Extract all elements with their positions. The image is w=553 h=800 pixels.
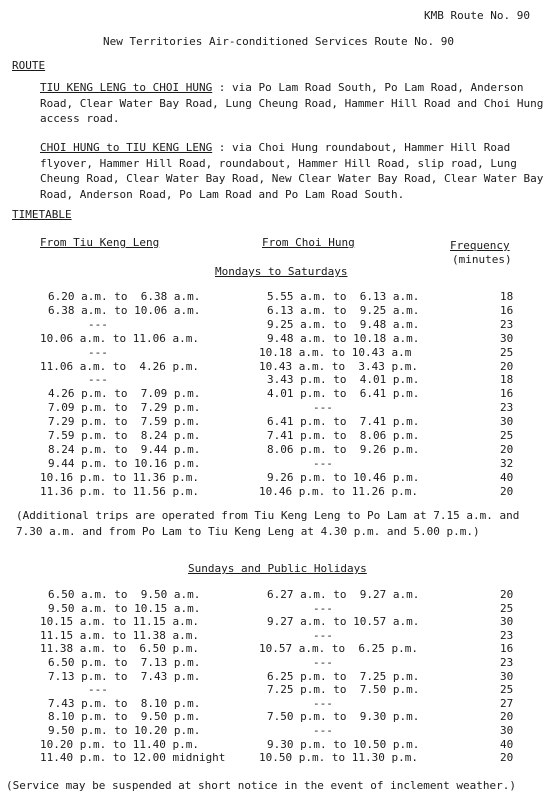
timetable-row [0, 751, 553, 764]
timetable-row [0, 290, 553, 303]
from-tiu-keng-leng-cell: --- [88, 683, 108, 697]
timetable-row [0, 670, 553, 683]
from-tiu-keng-leng-cell: 6.38 a.m. to 10.06 a.m. [48, 303, 201, 317]
from-choi-hung-cell: 7.41 p.m. to 8.06 p.m. [267, 429, 420, 442]
frequency-cell: 20 [500, 710, 514, 724]
frequency-cell: 30 [500, 669, 514, 683]
timetable-row [0, 615, 553, 628]
frequency-cell: 16 [500, 642, 514, 656]
from-tiu-keng-leng-cell: 7.09 p.m. to 7.29 p.m. [48, 401, 201, 415]
column-header-from-choi-hung: From Choi Hung [262, 236, 355, 249]
timetable-row [0, 683, 553, 696]
from-choi-hung-cell: 6.25 p.m. to 7.25 p.m. [267, 669, 420, 683]
frequency-cell: 25 [500, 683, 514, 697]
timetable-row [0, 401, 553, 414]
from-choi-hung-cell: 7.50 p.m. to 9.30 p.m. [267, 710, 420, 724]
route-reference: KMB Route No. 90 [424, 9, 530, 22]
frequency-cell: 32 [500, 456, 514, 470]
from-choi-hung-cell: 9.30 p.m. to 10.50 p.m. [267, 737, 420, 751]
timetable-row [0, 373, 553, 386]
from-tiu-keng-leng-cell: 7.43 p.m. to 8.10 p.m. [48, 696, 201, 710]
frequency-cell: 18 [500, 290, 514, 303]
frequency-cell: 40 [500, 470, 514, 484]
frequency-cell: 40 [500, 737, 514, 751]
frequency-cell: 23 [500, 401, 514, 415]
from-tiu-keng-leng-cell: 11.40 p.m. to 12.00 midnight [40, 751, 226, 765]
timetable-row [0, 304, 553, 317]
from-tiu-keng-leng-cell: 10.15 a.m. to 11.15 a.m. [40, 615, 199, 629]
from-tiu-keng-leng-cell: 11.36 p.m. to 11.56 p.m. [40, 484, 199, 498]
frequency-cell: 30 [500, 415, 514, 429]
frequency-cell: 20 [500, 484, 514, 498]
frequency-cell: 23 [500, 628, 514, 642]
from-tiu-keng-leng-cell: 9.50 p.m. to 10.20 p.m. [48, 724, 201, 737]
from-tiu-keng-leng-cell: --- [88, 317, 108, 331]
from-tiu-keng-leng-cell: --- [88, 373, 108, 387]
direction-2-text: : via Choi Hung roundabout, Hammer Hill Road flyover, Hammer Hill Road, roundabout, Hammer Hill Road, slip road, Lung Cheung Road, Clear Water Bay Road, New Clear Water Bay Road, Clear Water Bay Road, Anderson Road, Po Lam Road and Po Lam Road South. [40, 141, 544, 201]
timetable-row [0, 318, 553, 331]
from-choi-hung-cell: 9.25 a.m. to 9.48 a.m. [267, 317, 420, 331]
direction-1-name: TIU KENG LENG to CHOI HUNG [40, 81, 213, 94]
frequency-cell: 25 [500, 601, 514, 615]
direction-1-text: : via Po Lam Road South, Po Lam Road, Anderson Road, Clear Water Bay Road, Lung Cheung Road, Hammer Hill Road and Choi Hung access road. [40, 81, 544, 125]
column-header-from-tiu-keng-leng: From Tiu Keng Leng [40, 236, 160, 249]
timetable-row [0, 602, 553, 615]
timetable-row [0, 415, 553, 428]
frequency-cell: 16 [500, 387, 514, 401]
from-choi-hung-cell: --- [313, 656, 333, 669]
from-choi-hung-cell: --- [313, 696, 333, 710]
from-tiu-keng-leng-cell: 8.24 p.m. to 9.44 p.m. [48, 442, 201, 456]
frequency-cell: 30 [500, 724, 514, 737]
from-choi-hung-cell: 9.48 a.m. to 10.18 a.m. [267, 331, 420, 345]
timetable-row [0, 642, 553, 655]
timetable-row [0, 629, 553, 642]
from-tiu-keng-leng-cell: 4.26 p.m. to 7.09 p.m. [48, 387, 201, 401]
from-choi-hung-cell: 10.50 p.m. to 11.30 p.m. [259, 751, 418, 765]
frequency-cell: 25 [500, 429, 514, 442]
column-header-frequency-unit: (minutes) [452, 253, 512, 266]
page-title: New Territories Air-conditioned Services Route No. 90 [103, 35, 454, 48]
column-header-frequency: Frequency [450, 239, 510, 252]
timetable-row [0, 588, 553, 601]
from-choi-hung-cell: 9.26 p.m. to 10.46 p.m. [267, 470, 420, 484]
timetable-row [0, 485, 553, 498]
from-tiu-keng-leng-cell: 6.50 p.m. to 7.13 p.m. [48, 656, 201, 669]
from-choi-hung-cell: 6.27 a.m. to 9.27 a.m. [267, 588, 420, 601]
from-tiu-keng-leng-cell: 7.59 p.m. to 8.24 p.m. [48, 429, 201, 442]
weekday-section-heading: Mondays to Saturdays [215, 265, 348, 278]
from-tiu-keng-leng-cell: 10.20 p.m. to 11.40 p.m. [40, 737, 199, 751]
frequency-cell: 18 [500, 373, 514, 387]
timetable-row [0, 656, 553, 669]
from-tiu-keng-leng-cell: 11.06 a.m. to 4.26 p.m. [40, 359, 199, 373]
from-choi-hung-cell: --- [313, 401, 333, 415]
timetable-row [0, 710, 553, 723]
from-choi-hung-cell: 3.43 p.m. to 4.01 p.m. [267, 373, 420, 387]
from-tiu-keng-leng-cell: 11.15 a.m. to 11.38 a.m. [40, 628, 199, 642]
from-tiu-keng-leng-cell: 6.20 a.m. to 6.38 a.m. [48, 290, 201, 303]
from-choi-hung-cell: 10.46 p.m. to 11.26 p.m. [259, 484, 418, 498]
from-choi-hung-cell: 10.57 a.m. to 6.25 p.m. [259, 642, 418, 656]
from-tiu-keng-leng-cell: 10.16 p.m. to 11.36 p.m. [40, 470, 199, 484]
frequency-cell: 30 [500, 615, 514, 629]
from-choi-hung-cell: --- [313, 628, 333, 642]
timetable-row [0, 332, 553, 345]
timetable-heading: TIMETABLE [12, 208, 72, 221]
frequency-cell: 23 [500, 656, 514, 669]
from-choi-hung-cell: 6.13 a.m. to 9.25 a.m. [267, 303, 420, 317]
from-tiu-keng-leng-cell: 8.10 p.m. to 9.50 p.m. [48, 710, 201, 724]
from-tiu-keng-leng-cell: 9.50 a.m. to 10.15 a.m. [48, 601, 201, 615]
timetable-row [0, 360, 553, 373]
from-tiu-keng-leng-cell: 6.50 a.m. to 9.50 a.m. [48, 588, 201, 601]
from-tiu-keng-leng-cell: 9.44 p.m. to 10.16 p.m. [48, 456, 201, 470]
route-heading: ROUTE [12, 59, 46, 72]
from-choi-hung-cell: 10.43 a.m. to 3.43 p.m. [259, 359, 418, 373]
direction-2-name: CHOI HUNG to TIU KENG LENG [40, 141, 213, 154]
timetable-row [0, 724, 553, 737]
frequency-cell: 20 [500, 442, 514, 456]
frequency-cell: 20 [500, 359, 514, 373]
from-choi-hung-cell: 8.06 p.m. to 9.26 p.m. [267, 442, 420, 456]
frequency-cell: 16 [500, 303, 514, 317]
from-choi-hung-cell: 4.01 p.m. to 6.41 p.m. [267, 387, 420, 401]
timetable-row [0, 346, 553, 359]
from-choi-hung-cell: --- [313, 456, 333, 470]
timetable-row [0, 387, 553, 400]
additional-trips-note: (Additional trips are operated from Tiu Keng Leng to Po Lam at 7.15 a.m. and 7.30 a.m. and from Po Lam to Tiu Keng Leng at 4.30 p.m. and 5.00 p.m.) [16, 509, 520, 538]
frequency-cell: 27 [500, 696, 514, 710]
from-tiu-keng-leng-cell: --- [88, 345, 108, 359]
from-choi-hung-cell: 6.41 p.m. to 7.41 p.m. [267, 415, 420, 429]
frequency-cell: 30 [500, 331, 514, 345]
from-tiu-keng-leng-cell: 7.29 p.m. to 7.59 p.m. [48, 415, 201, 429]
from-choi-hung-cell: 7.25 p.m. to 7.50 p.m. [267, 683, 420, 697]
service-suspension-note: (Service may be suspended at short notice in the event of inclement weather.) [6, 779, 516, 792]
route-direction-2 [40, 140, 545, 202]
frequency-cell: 20 [500, 588, 514, 601]
timetable-row [0, 697, 553, 710]
from-tiu-keng-leng-cell: 10.06 a.m. to 11.06 a.m. [40, 331, 199, 345]
frequency-cell: 20 [500, 751, 514, 765]
from-tiu-keng-leng-cell: 11.38 a.m. to 6.50 p.m. [40, 642, 199, 656]
timetable-row [0, 471, 553, 484]
from-choi-hung-cell: --- [313, 601, 333, 615]
timetable-row [0, 457, 553, 470]
from-choi-hung-cell: 5.55 a.m. to 6.13 a.m. [267, 290, 420, 303]
from-choi-hung-cell: 9.27 a.m. to 10.57 a.m. [267, 615, 420, 629]
frequency-cell: 25 [500, 345, 514, 359]
from-tiu-keng-leng-cell: 7.13 p.m. to 7.43 p.m. [48, 669, 201, 683]
from-choi-hung-cell: 10.18 a.m. to 10.43 a.m [259, 345, 412, 359]
from-choi-hung-cell: --- [313, 724, 333, 737]
route-direction-1 [40, 80, 545, 127]
holiday-section-heading: Sundays and Public Holidays [188, 562, 367, 575]
frequency-cell: 23 [500, 317, 514, 331]
timetable-row [0, 429, 553, 442]
timetable-row [0, 443, 553, 456]
timetable-row [0, 738, 553, 751]
